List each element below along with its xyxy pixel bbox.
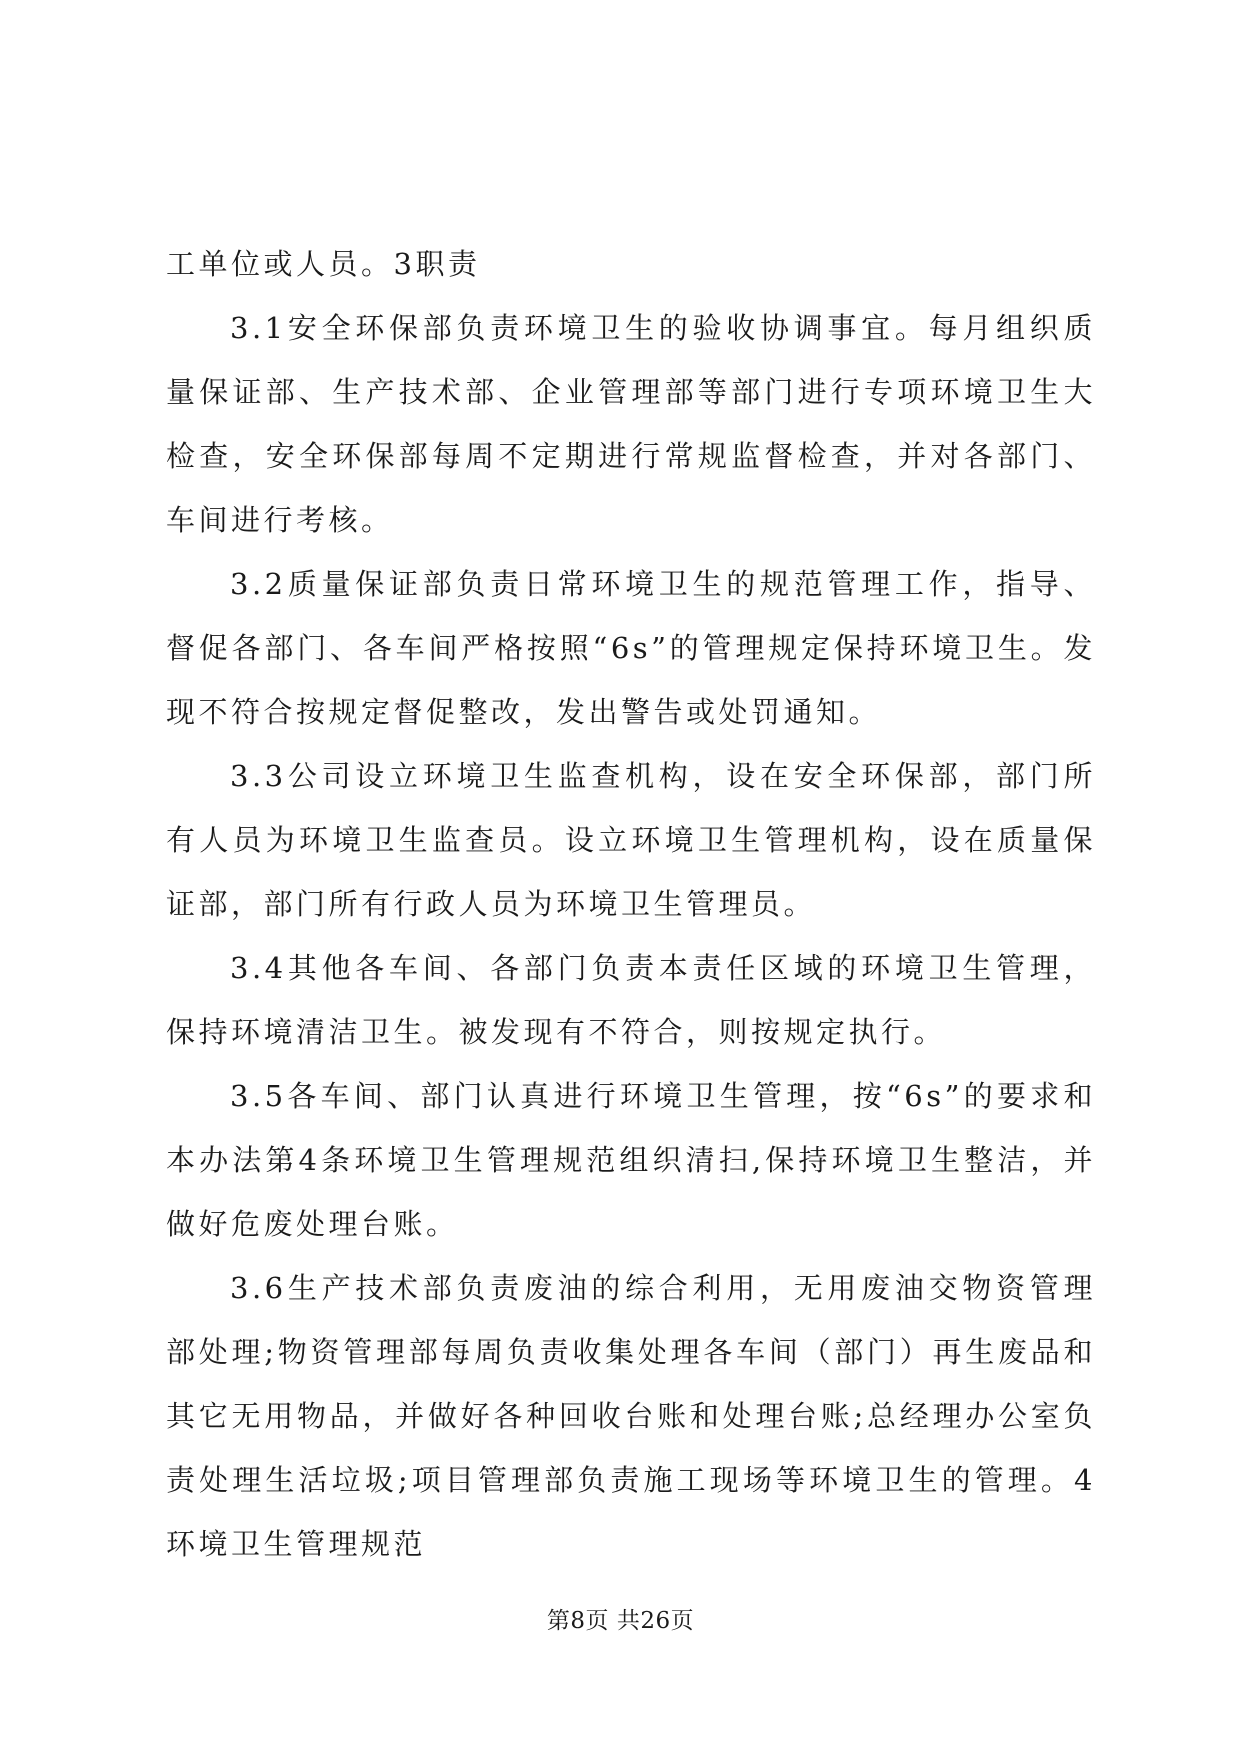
paragraph: 工单位或人员。3职责: [166, 247, 481, 281]
paragraph: 3.5各车间、部门认真进行环境卫生管理，按“6s”的要求和本办法第4条环境卫生管理规范组织清扫,保持环境卫生整洁，并做好危废处理台账。: [166, 1079, 1096, 1241]
paragraph: 3.2质量保证部负责日常环境卫生的规范管理工作，指导、督促各部门、各车间严格按照“6s”的管理规定保持环境卫生。发现不符合按规定督促整改，发出警告或处罚通知。: [166, 567, 1096, 729]
paragraph: 3.3公司设立环境卫生监查机构，设在安全环保部，部门所有人员为环境卫生监查员。设立环境卫生管理机构，设在质量保证部，部门所有行政人员为环境卫生管理员。: [166, 759, 1096, 921]
paragraph: 3.1安全环保部负责环境卫生的验收协调事宜。每月组织质量保证部、生产技术部、企业管理部等部门进行专项环境卫生大检查，安全环保部每周不定期进行常规监督检查，并对各部门、车间进行考核。: [166, 311, 1096, 537]
page-number-footer: 第8页 共26页: [546, 1608, 695, 1634]
document-body: [166, 232, 1096, 1576]
paragraph: 3.6生产技术部负责废油的综合利用，无用废油交物资管理部处理;物资管理部每周负责收集处理各车间（部门）再生废品和其它无用物品，并做好各种回收台账和处理台账;总经理办公室负责处理生活垃圾;项目管理部负责施工现场等环境卫生的管理。4环境卫生管理规范: [166, 1271, 1096, 1561]
paragraph: 3.4其他各车间、各部门负责本责任区域的环境卫生管理，保持环境清洁卫生。被发现有不符合，则按规定执行。: [166, 951, 1096, 1049]
